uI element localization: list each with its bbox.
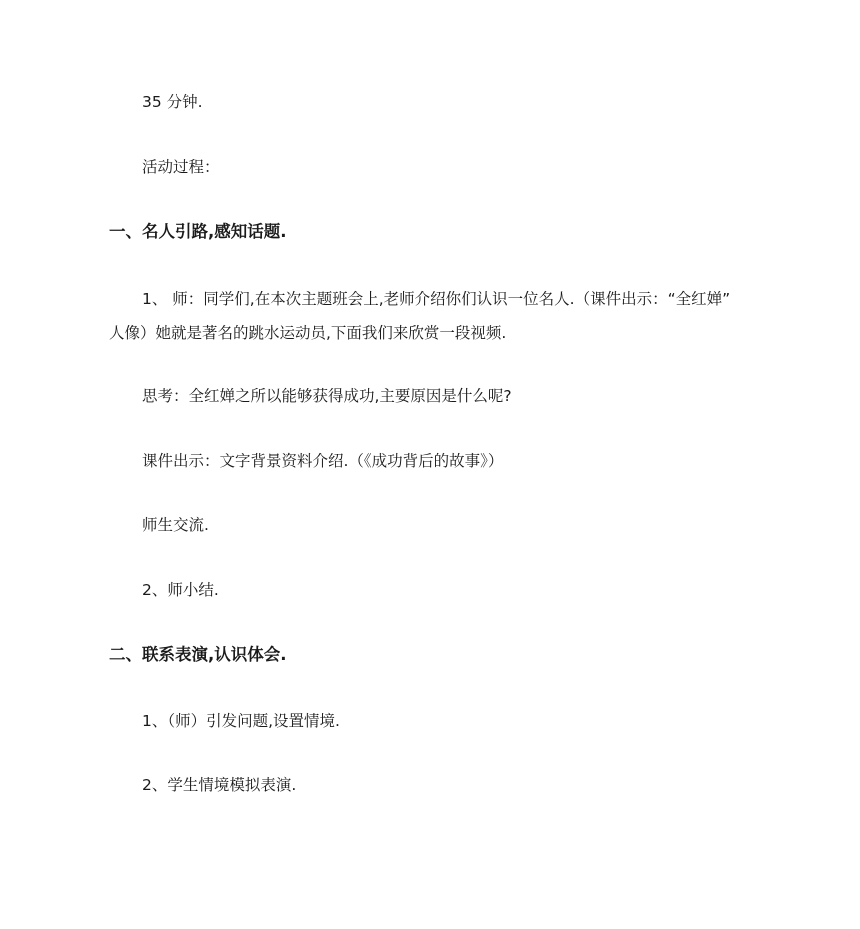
- courseware-text: 课件出示：文字背景资料介绍.（《成功背后的故事》）: [142, 452, 504, 470]
- section-1-heading: 一、名人引路,感知话题.: [109, 222, 287, 241]
- item-1-line-2: 人像）她就是著名的跳水运动员,下面我们来欣赏一段视频.: [109, 324, 507, 342]
- section-2-item-1: 1、（师）引发问题,设置情境.: [142, 712, 340, 730]
- section-2-item-2: 2、学生情境模拟表演.: [142, 776, 297, 794]
- section-2-heading: 二、联系表演,认识体会.: [109, 645, 287, 664]
- process-label: 活动过程：: [142, 158, 220, 176]
- duration-text: 35 分钟.: [142, 93, 203, 111]
- think-question: 思考：全红婵之所以能够获得成功,主要原因是什么呢?: [142, 387, 512, 405]
- item-1-line-1: 1、 师：同学们,在本次主题班会上,老师介绍你们认识一位名人.（课件出示：“全红婵”: [142, 290, 731, 308]
- item-2-summary: 2、师小结.: [142, 581, 219, 599]
- item-1-paragraph: [109, 282, 759, 350]
- exchange-text: 师生交流.: [142, 516, 209, 534]
